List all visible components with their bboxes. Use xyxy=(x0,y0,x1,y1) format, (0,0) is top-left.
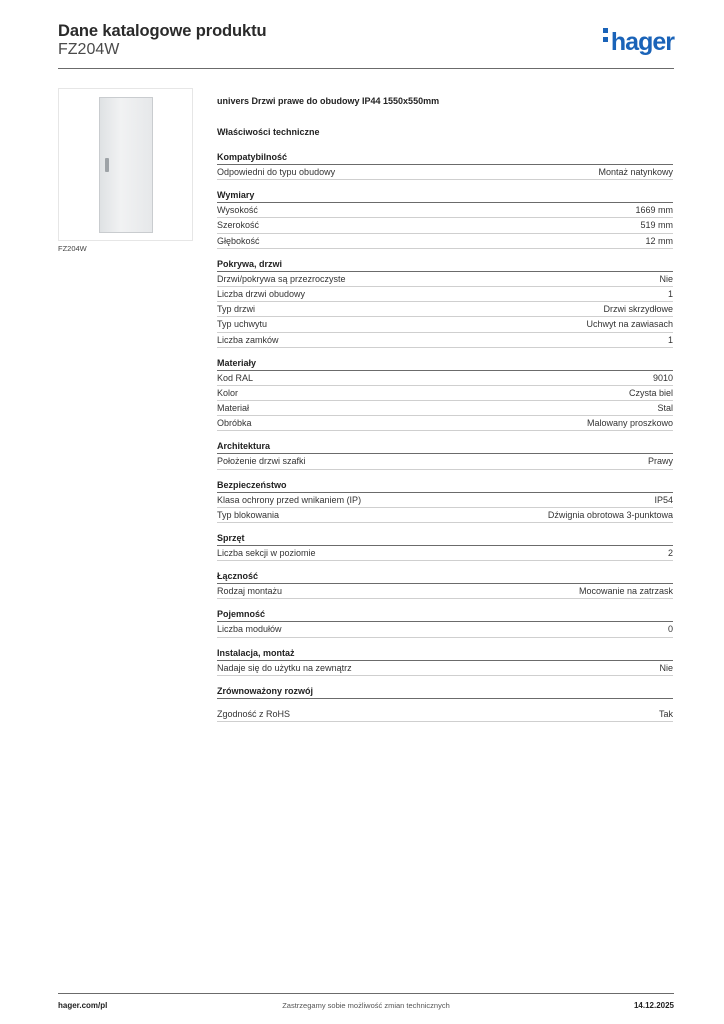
door-handle-icon xyxy=(105,158,109,172)
spec-row xyxy=(217,287,673,302)
spec-row xyxy=(217,454,673,469)
door-illustration xyxy=(99,97,153,233)
section-title: Łączność xyxy=(217,570,673,584)
spec-label: Rodzaj montażu xyxy=(217,586,283,597)
spec-row xyxy=(217,661,673,676)
spec-value: 9010 xyxy=(652,372,673,383)
spec-value: 1 xyxy=(667,288,673,299)
spec-label: Typ drzwi xyxy=(217,304,256,315)
spec-value: Czysta biel xyxy=(628,387,673,398)
section-title: Kompatybilność xyxy=(217,151,673,165)
spec-section xyxy=(217,685,673,722)
spec-value: Mocowanie na zatrzask xyxy=(578,586,673,597)
section-title: Wymiary xyxy=(217,189,673,203)
spec-sections xyxy=(217,151,673,722)
spec-section xyxy=(217,440,673,469)
spec-row xyxy=(217,333,673,348)
spec-value: Nie xyxy=(659,273,673,284)
section-title: Pokrywa, drzwi xyxy=(217,258,673,272)
spec-label: Klasa ochrony przed wnikaniem (IP) xyxy=(217,494,362,505)
spec-section xyxy=(217,479,673,523)
footer-date: 14.12.2025 xyxy=(633,1001,674,1010)
spec-section xyxy=(217,189,673,249)
spec-label: Zgodność z RoHS xyxy=(217,708,291,719)
section-title: Architektura xyxy=(217,440,673,454)
spec-value: 1 xyxy=(667,334,673,345)
spec-label: Wysokość xyxy=(217,205,258,216)
spec-value: Malowany proszkowo xyxy=(586,418,673,429)
spec-label: Materiał xyxy=(217,403,250,414)
spec-label: Odpowiedni do typu obudowy xyxy=(217,167,336,177)
section-title: Bezpieczeństwo xyxy=(217,479,673,493)
spec-label: Liczba zamków xyxy=(217,334,279,345)
spec-row xyxy=(217,272,673,287)
product-image xyxy=(58,88,193,241)
spec-label: Liczba drzwi obudowy xyxy=(217,288,306,299)
spec-value: Dźwignia obrotowa 3-punktowa xyxy=(547,509,673,520)
spec-row xyxy=(217,371,673,386)
spec-value: Montaż natynkowy xyxy=(598,167,673,177)
spec-value: 2 xyxy=(667,548,673,558)
spec-label: Obróbka xyxy=(217,418,252,429)
spec-row xyxy=(217,707,673,722)
spec-value: Drzwi skrzydłowe xyxy=(603,304,673,315)
spec-section xyxy=(217,357,673,432)
spec-row xyxy=(217,546,673,561)
spec-value: 1669 mm xyxy=(635,205,673,216)
spec-label: Głębokość xyxy=(217,235,260,246)
section-title: Sprzęt xyxy=(217,532,673,546)
product-description: univers Drzwi prawe do obudowy IP44 1550x550mm xyxy=(217,96,440,106)
spec-label: Kolor xyxy=(217,387,239,398)
spec-value: Uchwyt na zawiasach xyxy=(586,319,673,330)
spec-label: Szerokość xyxy=(217,220,260,231)
section-title: Zrównoważony rozwój xyxy=(217,685,673,699)
spec-label: Typ blokowania xyxy=(217,509,280,520)
spec-row xyxy=(217,493,673,508)
spec-value: 12 mm xyxy=(645,235,673,246)
spec-row xyxy=(217,234,673,249)
logo-dots-icon xyxy=(603,28,609,46)
spec-label: Położenie drzwi szafki xyxy=(217,456,306,467)
spec-value: Nie xyxy=(659,662,673,673)
spec-row xyxy=(217,302,673,317)
spec-value: IP54 xyxy=(654,494,673,505)
section-title: Pojemność xyxy=(217,608,673,622)
spec-value: 0 xyxy=(667,624,673,635)
spec-row xyxy=(217,401,673,416)
footer-website[interactable]: hager.com/pl xyxy=(58,1001,108,1010)
spec-row xyxy=(217,508,673,523)
technical-properties-heading: Właściwości techniczne xyxy=(217,127,320,137)
header-divider xyxy=(58,68,674,69)
footer-notice: Zastrzegamy sobie możliwość zmian technicznych xyxy=(282,1001,450,1010)
spec-row xyxy=(217,317,673,332)
spec-value: Prawy xyxy=(647,456,673,467)
spec-section xyxy=(217,608,673,637)
spec-row xyxy=(217,165,673,180)
spec-row xyxy=(217,203,673,218)
spec-section xyxy=(217,532,673,561)
spec-label: Nadaje się do użytku na zewnątrz xyxy=(217,662,352,673)
spec-value: 519 mm xyxy=(640,220,673,231)
spec-row xyxy=(217,416,673,431)
spec-value: Stal xyxy=(657,403,673,414)
section-title: Instalacja, montaż xyxy=(217,647,673,661)
spec-label: Drzwi/pokrywa są przezroczyste xyxy=(217,273,346,284)
spec-section xyxy=(217,258,673,348)
spec-content xyxy=(217,96,673,731)
spec-section xyxy=(217,151,673,180)
spec-label: Liczba sekcji w poziomie xyxy=(217,548,316,558)
spec-row xyxy=(217,584,673,599)
hager-logo: hager xyxy=(603,28,674,57)
spec-label: Kod RAL xyxy=(217,372,254,383)
spec-row xyxy=(217,622,673,637)
product-code: FZ204W xyxy=(58,41,120,58)
section-title: Materiały xyxy=(217,357,673,371)
page-footer xyxy=(58,993,674,1014)
spec-row xyxy=(217,218,673,233)
spec-section xyxy=(217,570,673,599)
spec-label: Typ uchwytu xyxy=(217,319,268,330)
spec-row xyxy=(217,386,673,401)
page-header xyxy=(58,20,674,68)
spec-section xyxy=(217,647,673,676)
image-caption: FZ204W xyxy=(58,244,87,253)
spec-value: Tak xyxy=(658,708,673,719)
spec-label: Liczba modułów xyxy=(217,624,282,635)
document-title: Dane katalogowe produktu xyxy=(58,22,267,40)
